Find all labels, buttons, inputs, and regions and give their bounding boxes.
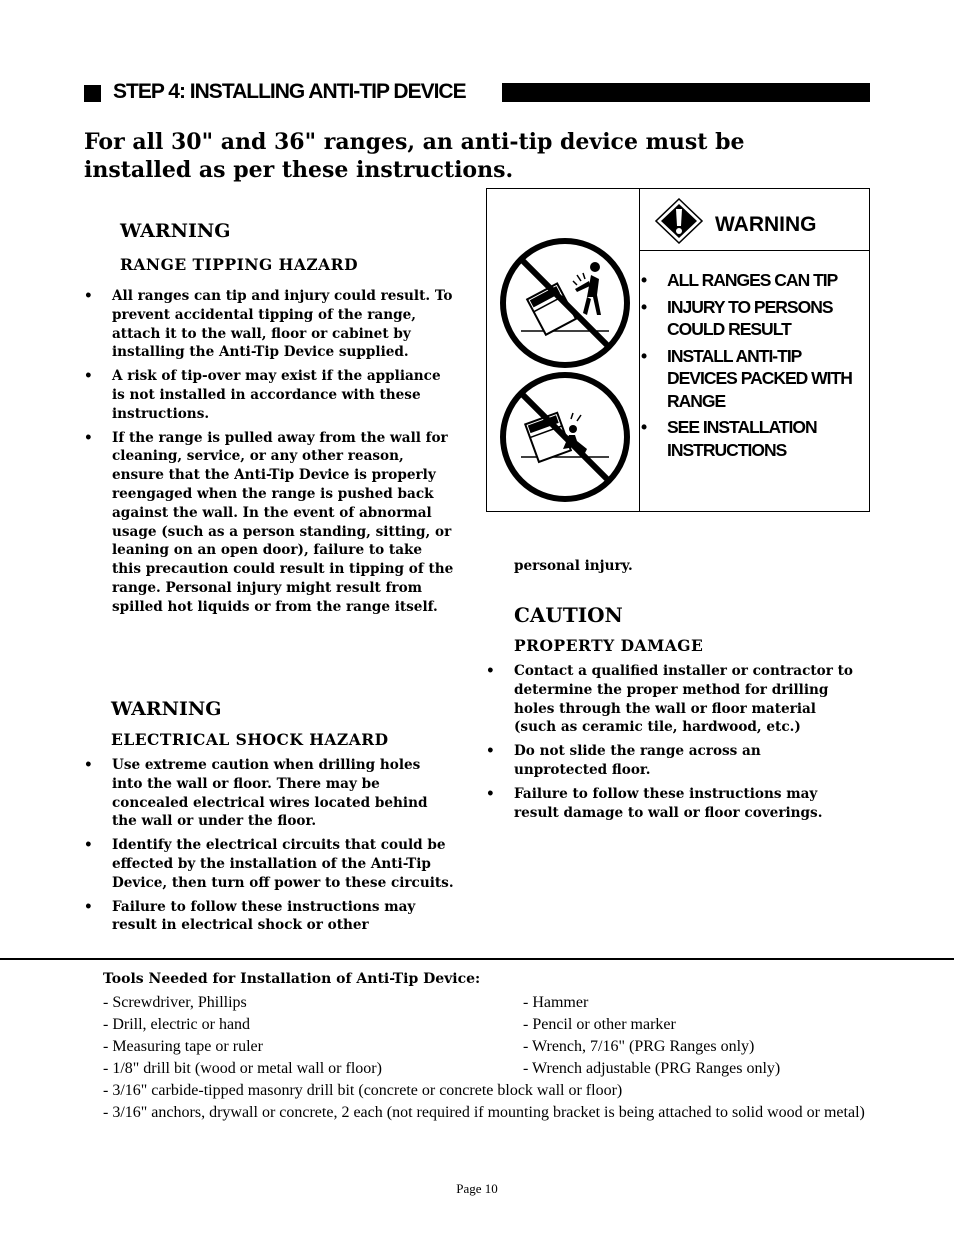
list-item: • SEE INSTALLATION INSTRUCTIONS bbox=[641, 417, 817, 460]
continued-text: personal injury. bbox=[514, 558, 633, 574]
list-item: • All ranges can tip and injury could result. To prevent accidental tipping of the range, attach it to the wall, floor or cabinet by installing the Anti-Tip Device supplied. bbox=[84, 288, 453, 361]
box-divider bbox=[639, 250, 869, 251]
warning-heading: WARNING bbox=[120, 220, 231, 242]
list-item: • INJURY TO PERSONS COULD RESULT bbox=[641, 296, 833, 339]
warning-subheading: ELECTRICAL SHOCK HAZARD bbox=[111, 730, 389, 749]
warning-diamond-icon bbox=[655, 198, 703, 244]
warning-heading: WARNING bbox=[111, 698, 222, 720]
warning-label-box bbox=[486, 188, 870, 512]
section-rule bbox=[502, 83, 870, 102]
list-item: • Identify the electrical circuits that could be effected by the installation of the Anti-Tip Device, then turn off power to these circuits. bbox=[84, 837, 454, 891]
tool-item: - 1/8" drill bit (wood or metal wall or floor) bbox=[103, 1060, 382, 1077]
intro-statement: For all 30" and 36" ranges, an anti-tip device must be installed as per these instructions. bbox=[84, 129, 745, 183]
list-item: • Use extreme caution when drilling holes into the wall or floor. There may be concealed electrical wires located behind the wall or under the floor. bbox=[84, 757, 428, 830]
section-marker bbox=[84, 85, 101, 102]
no-tipping-range-icon bbox=[497, 235, 633, 371]
tipping-hazard-list bbox=[84, 287, 454, 622]
list-item: • Failure to follow these instructions may result damage to wall or floor coverings. bbox=[486, 785, 823, 821]
box-title: WARNING bbox=[715, 213, 817, 236]
tool-item: - Pencil or other marker bbox=[523, 1016, 676, 1033]
tool-item: - Drill, electric or hand bbox=[103, 1016, 251, 1033]
list-item: • If the range is pulled away from the wall for cleaning, service, or any other reason, ensure that the Anti-Tip Device is properly reengaged when the range is pushed back against the wall. In the event of abnormal usage (such as a person standing, sitting, or leaning on an open door), failure to take this precaution could result in tipping of the range. Personal injury might result from spilled hot liquids or from the range itself. bbox=[84, 429, 454, 615]
warning-subheading: RANGE TIPPING HAZARD bbox=[120, 255, 359, 274]
page-number: Page 10 bbox=[456, 1181, 498, 1196]
list-item: • ALL RANGES CAN TIP bbox=[641, 270, 838, 290]
shock-hazard-list bbox=[84, 756, 454, 940]
list-item: • INSTALL ANTI-TIP DEVICES PACKED WITH RANGE bbox=[641, 345, 852, 411]
list-item: • Failure to follow these instructions may result in electrical shock or other bbox=[84, 898, 416, 934]
caution-subheading: PROPERTY DAMAGE bbox=[514, 636, 704, 655]
tool-item: - Measuring tape or ruler bbox=[103, 1038, 263, 1055]
tool-item: - 3/16" carbide-tipped masonry drill bit (concrete or concrete block wall or floor) bbox=[103, 1082, 623, 1099]
list-item: • A risk of tip-over may exist if the appliance is not installed in accordance with these instructions. bbox=[84, 368, 441, 422]
caution-heading: CAUTION bbox=[514, 603, 623, 627]
tools-heading: Tools Needed for Installation of Anti-Tip Device: bbox=[103, 971, 481, 987]
no-tipping-range-icon bbox=[497, 369, 633, 505]
tool-item: - Screwdriver, Phillips bbox=[103, 994, 247, 1011]
tool-item: - Hammer bbox=[523, 994, 589, 1011]
property-damage-list bbox=[486, 662, 856, 827]
tool-item: - 3/16" anchors, drywall or concrete, 2 each (not required if mounting bracket is being attached to solid wood or metal) bbox=[103, 1104, 865, 1121]
divider bbox=[0, 958, 954, 960]
step-title: STEP 4: INSTALLING ANTI-TIP DEVICE bbox=[113, 80, 466, 103]
tool-item: - Wrench adjustable (PRG Ranges only) bbox=[523, 1060, 781, 1077]
list-item: • Do not slide the range across an unprotected floor. bbox=[486, 743, 761, 778]
tool-item: - Wrench, 7/16" (PRG Ranges only) bbox=[523, 1038, 755, 1055]
box-item-list bbox=[639, 269, 867, 465]
list-item: • Contact a qualified installer or contractor to determine the proper method for drilling holes through the wall or floor material (such as ceramic tile, hardwood, etc.) bbox=[486, 663, 853, 736]
